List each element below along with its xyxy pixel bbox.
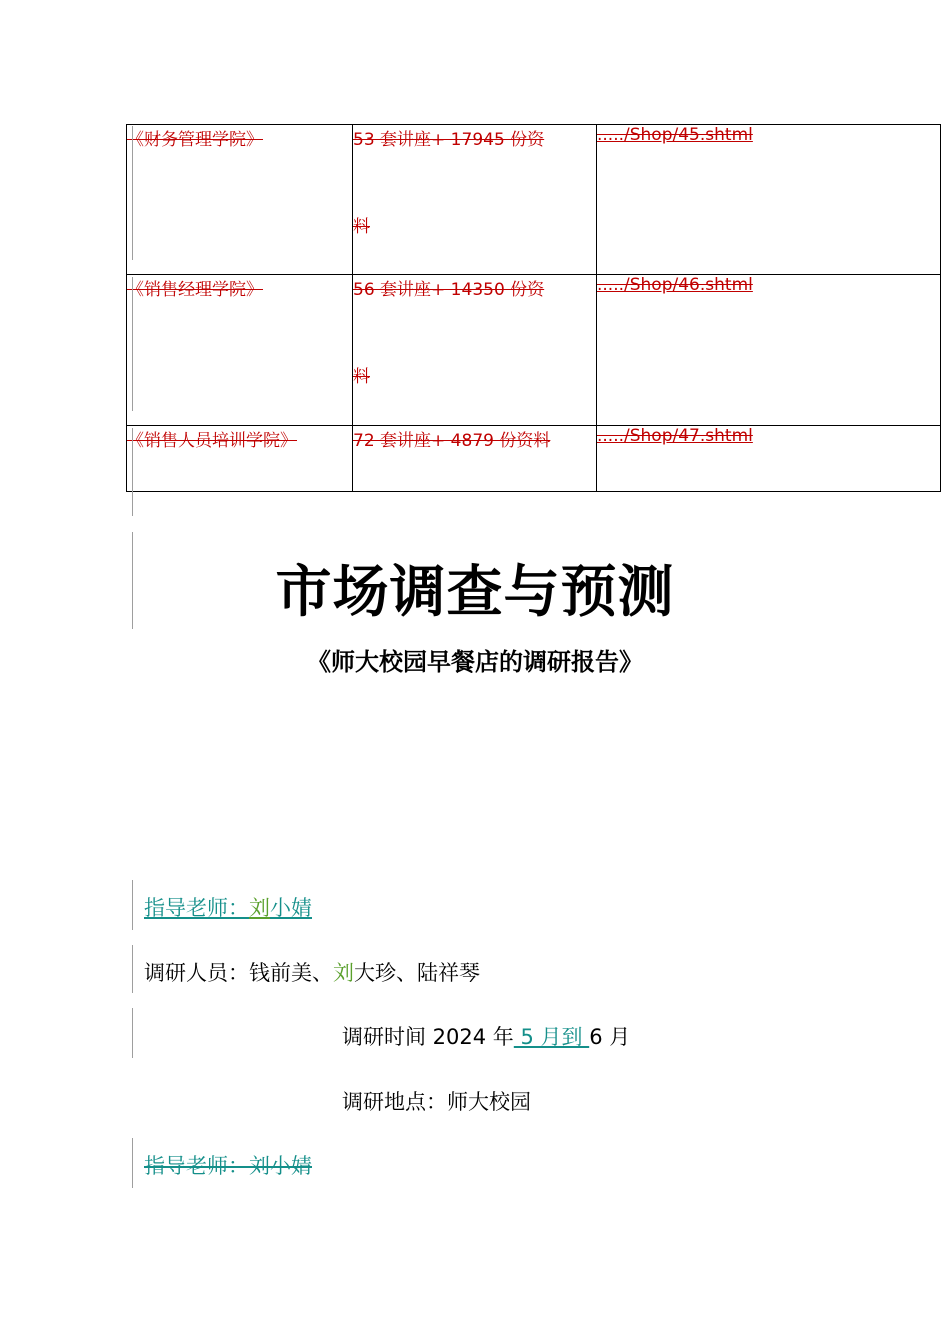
course-link[interactable]: ...../Shop/47.shtml [597, 426, 753, 446]
table-cell-link [597, 426, 941, 492]
document-subtitle: 《师大校园早餐店的调研报告》 [307, 648, 643, 676]
course-count-line1: 72 套讲座+ 4879 份资料 [353, 431, 551, 451]
course-link[interactable]: ...../Shop/45.shtml [597, 125, 753, 145]
time-suffix: 6 月 [589, 1025, 631, 1049]
table-cell-name [127, 275, 353, 426]
course-count-line1: 56 套讲座+ 14350 份资 [353, 280, 545, 300]
table-cell-link [597, 275, 941, 426]
course-name: 《财务管理学院》 [127, 130, 263, 150]
course-count-line2: 料 [353, 367, 370, 387]
document-title: 市场调查与预测 [275, 560, 675, 625]
researchers-line [144, 957, 480, 987]
advisor-line [144, 892, 312, 922]
course-name: 《销售人员培训学院》 [127, 431, 297, 451]
researchers-rest: 大珍、陆祥琴 [354, 961, 480, 985]
change-bar [132, 945, 133, 993]
time-line [342, 1021, 630, 1051]
change-bar [132, 880, 133, 930]
course-count-line2: 料 [353, 217, 370, 237]
time-prefix: 调研时间 2024 年 [342, 1025, 514, 1049]
table-cell-count [353, 275, 597, 426]
change-bar [132, 277, 133, 411]
advisor-name: 小婧 [270, 896, 312, 920]
table-row [127, 426, 941, 492]
advisor-name-changed: 刘 [249, 896, 270, 920]
course-table [126, 124, 941, 492]
researchers-label: 调研人员：钱前美、 [144, 961, 333, 985]
change-bar [132, 126, 133, 260]
location-line: 调研地点：师大校园 [342, 1090, 531, 1114]
table-cell-count [353, 426, 597, 492]
change-bar [132, 1138, 133, 1188]
course-count-line1: 53 套讲座+ 17945 份资 [353, 130, 545, 150]
table-cell-name [127, 125, 353, 275]
advisor-deleted-line [144, 1150, 312, 1180]
table-row [127, 125, 941, 275]
table-cell-link [597, 125, 941, 275]
advisor-label: 指导老师： [144, 896, 249, 920]
researcher-changed-char: 刘 [333, 961, 354, 985]
course-name: 《销售经理学院》 [127, 280, 263, 300]
change-bar [132, 1008, 133, 1058]
time-inserted: 5 月到 [513, 1025, 590, 1049]
table-row [127, 275, 941, 426]
table-cell-name [127, 426, 353, 492]
change-bar [132, 428, 133, 516]
course-link[interactable]: ...../Shop/46.shtml [597, 275, 753, 295]
table-cell-count [353, 125, 597, 275]
advisor-deleted-text: 指导老师：刘小婧 [144, 1154, 312, 1178]
